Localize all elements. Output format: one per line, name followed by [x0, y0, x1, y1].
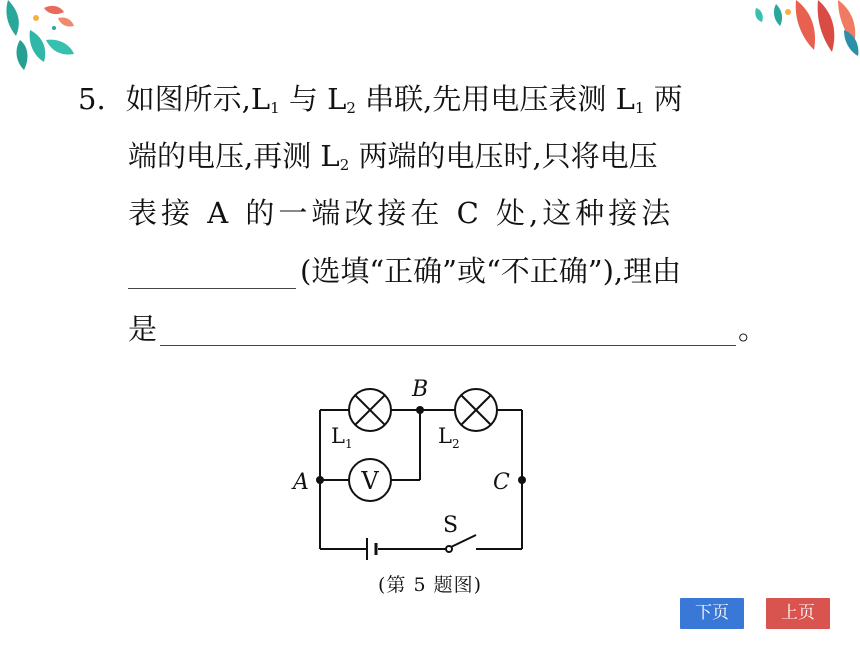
label-l2: $L_2$ — [438, 424, 460, 451]
label-s: S — [443, 513, 459, 538]
label-b: B — [412, 377, 429, 402]
lamp-l2-symbol — [455, 389, 497, 431]
question-line-1: 5. 如图所示$,L_1$ 与 $L_2$ 串联,先用电压表测 $L_1$ 两 — [78, 82, 683, 117]
question-line-4: (选填“正确”或“不正确”),理由 — [300, 254, 682, 288]
junction-c — [518, 476, 526, 484]
label-a: A — [293, 470, 309, 495]
question-number: 5. — [78, 82, 106, 116]
voltmeter-label: V — [361, 467, 379, 495]
label-c: C — [493, 470, 510, 495]
battery-symbol — [367, 538, 376, 560]
question-line-5-start: 是 — [128, 312, 158, 346]
figure-caption: (第 5 题图) — [378, 574, 482, 596]
question-line-2: 端的电压,再测 $L_2$ 两端的电压时,只将电压 — [128, 139, 658, 174]
lamp-l1-symbol — [349, 389, 391, 431]
label-l1: $L_1$ — [331, 424, 353, 451]
question-line-3: 表接 A 的一端改接在 C 处,这种接法 — [128, 196, 675, 230]
next-page-button[interactable]: 下页 — [680, 598, 744, 629]
junction-a — [316, 476, 324, 484]
junction-b — [416, 406, 424, 414]
previous-page-button[interactable]: 上页 — [766, 598, 830, 629]
question-line-5-end: 。 — [738, 312, 768, 346]
